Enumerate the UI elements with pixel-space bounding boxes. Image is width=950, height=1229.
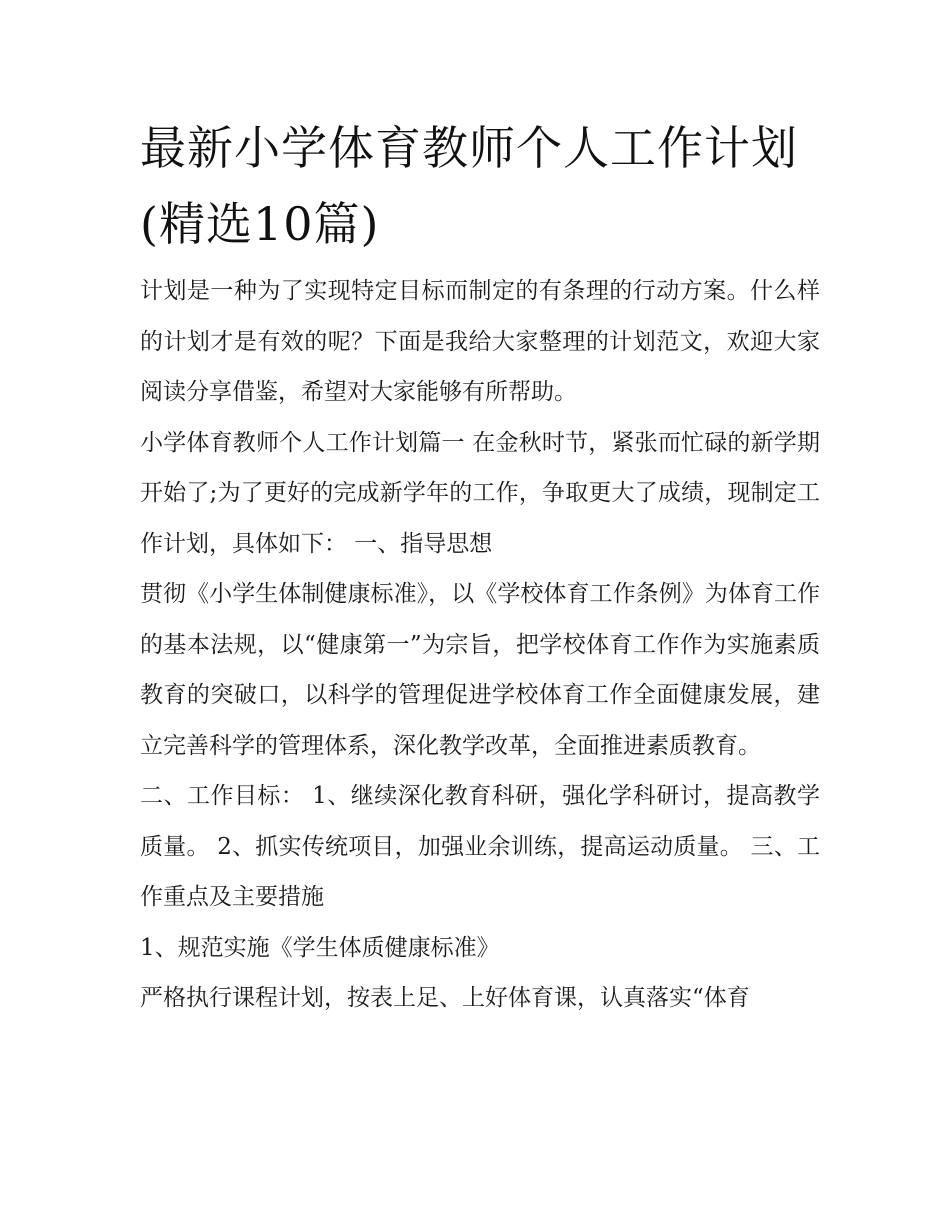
paragraph-work-goals: 二、工作目标： 1、继续深化教育科研，强化学科研讨，提高教学质量。 2、抓实传统项目，加强业余训练，提高运动质量。 三、工作重点及主要措施 — [140, 783, 820, 910]
paragraph-course-plan: 严格执行课程计划，按表上足、上好体育课，认真落实“体育 — [140, 985, 750, 1011]
paragraph-intro: 计划是一种为了实现特定目标而制定的有条理的行动方案。什么样的计划才是有效的呢？下面是我给大家整理的计划范文，欢迎大家阅读分享借鉴，希望对大家能够有所帮助。 — [140, 278, 820, 405]
document-title: 最新小学体育教师个人工作计划(精选10篇) — [140, 121, 798, 251]
paragraph-plan-one: 小学体育教师个人工作计划篇一 在金秋时节，紧张而忙碌的新学期开始了;为了更好的完成新学年的工作，争取更大了成绩，现制定工作计划，具体如下： 一、指导思想 — [140, 429, 820, 557]
paragraph-guiding-ideology: 贯彻《小学生体制健康标准》，以《学校体育工作条例》为体育工作的基本法规，以“健康第一”为宗旨，把学校体育工作作为实施素质教育的突破口，以科学的管理促进学校体育工作全面健康发展，建立完善科学的管理体系，深化教学改革，全面推进素质教育。 — [140, 581, 820, 759]
paragraph-heading-standard: 1、规范实施《学生体质健康标准》 — [140, 934, 500, 961]
document-content — [140, 110, 820, 1024]
document-body — [140, 266, 820, 1024]
